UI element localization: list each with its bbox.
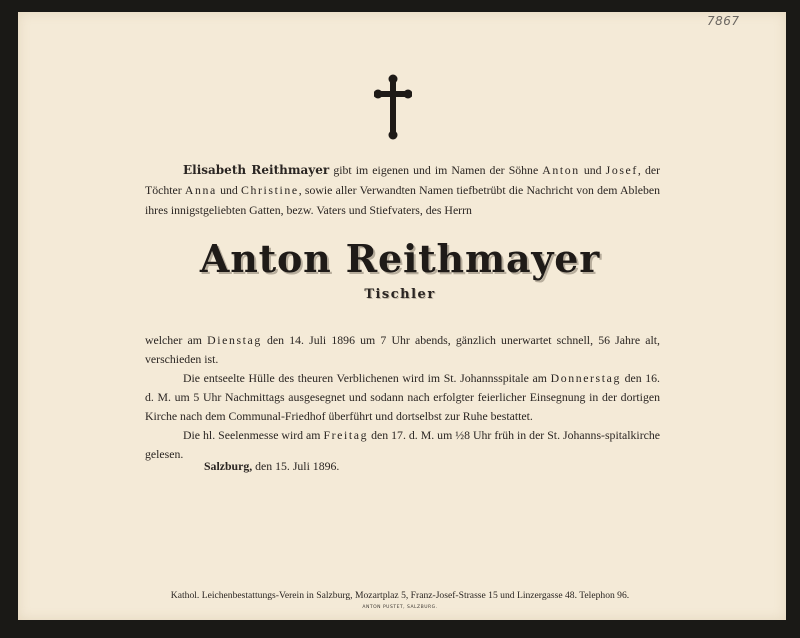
- intro-text-5: , sowie aller Verwandten Namen tiefbetrübt die Nachricht von dem Ableben ihres innigstgeliebten Gatten, bezw. Vaters und Stiefvaters, des Herrn: [145, 183, 660, 217]
- daughter-anna: Anna: [184, 183, 217, 197]
- p3-text-a: Die hl. Seelenmesse wird am: [183, 428, 324, 442]
- p3-text-b: den 17. d. M. um ½8 Uhr früh in der St. Johanns-spitalkirche gelesen.: [145, 428, 661, 461]
- intro-text-2: und: [579, 163, 606, 177]
- intro-paragraph: [145, 160, 660, 220]
- son-anton: Anton: [542, 163, 580, 177]
- place-date-line: [204, 459, 339, 474]
- p2-day: Donnerstag: [550, 371, 621, 385]
- announcement-body: [145, 331, 660, 464]
- p1-text-b: den 14. Juli 1896 um 7 Uhr abends, gänzlich unerwartet schnell, 56 Jahre alt, verschieden ist.: [145, 333, 660, 366]
- deceased-name: Anton Reithmayer: [199, 236, 601, 281]
- son-josef: Josef: [605, 163, 638, 177]
- cross-icon: [374, 74, 412, 140]
- p1-text-a: welcher am: [145, 333, 208, 347]
- daughter-christine: Christine: [241, 183, 299, 197]
- intro-text-3: , der Töchter: [145, 163, 661, 197]
- p1-day: Dienstag: [207, 333, 262, 347]
- p2-text-b: den 16. d. M. um 5 Uhr Nachmittags ausgesegnet und sodann nach erfolgter feierlicher Einsegnung in der dortigen Kirche nach dem Communal-Friedhof überführt und dortselbst zur Ruhe bestattet.: [145, 371, 660, 423]
- footer-funeral-society: Kathol. Leichenbestattungs-Verein in Salzburg, Mozartplaz 5, Franz-Josef-Strasse 15 und Linzergasse 48. Telephon 96.: [170, 590, 630, 601]
- profession: Tischler: [364, 287, 436, 302]
- p3-day: Freitag: [323, 428, 369, 442]
- archive-number: 7867: [707, 14, 740, 28]
- place: Salzburg,: [204, 459, 253, 473]
- p2-text-a: Die entseelte Hülle des theuren Verblichenen wird im St. Johannsspitale am: [183, 371, 551, 385]
- date: den 15. Juli 1896.: [252, 459, 340, 473]
- intro-text-1: gibt im eigenen und im Namen der Söhne: [329, 163, 543, 177]
- intro-text-4: und: [216, 183, 242, 197]
- printer-imprint: ANTON PUSTET, SALZBURG.: [362, 605, 438, 610]
- widow-name: Elisabeth Reithmayer: [183, 163, 330, 177]
